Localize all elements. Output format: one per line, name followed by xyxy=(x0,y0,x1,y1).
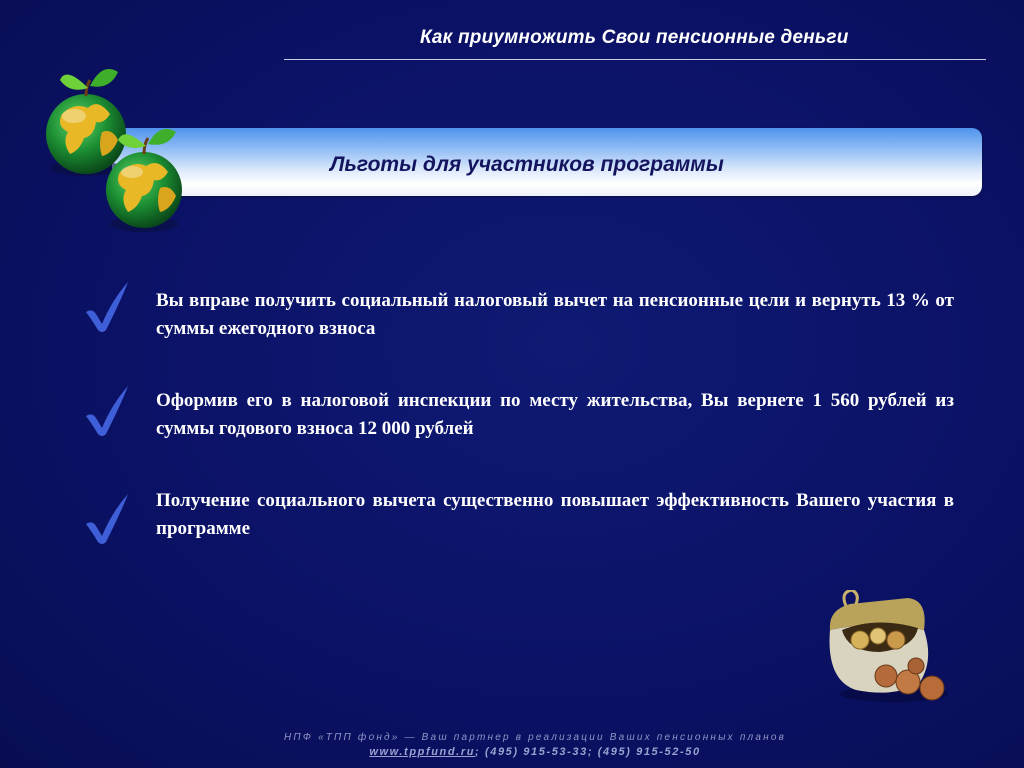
website-link[interactable]: www.tppfund.ru xyxy=(369,746,476,758)
footer-tagline: НПФ «ТПП фонд» — Ваш партнер в реализации Ваших пенсионных планов xyxy=(283,732,787,743)
check-icon xyxy=(84,278,132,334)
globe-apple-icon xyxy=(100,126,194,236)
footer-contacts xyxy=(0,746,1024,758)
footer-phones: ; (495) 915-53-33; (495) 915-52-50 xyxy=(475,746,701,758)
header-divider xyxy=(284,59,986,60)
check-icon xyxy=(84,490,132,546)
benefit-text-efficiency: Получение социального вычета существенно повышает эффективность Вашего участия в программе xyxy=(156,490,954,539)
check-icon xyxy=(84,382,132,438)
presentation-title: Как приумножить Свои пенсионные деньги xyxy=(420,27,849,48)
section-title: Льготы для участников программы xyxy=(330,153,724,176)
coin-purse-icon xyxy=(816,590,958,704)
benefit-text-tax-deduction: Вы вправе получить социальный налоговый вычет на пенсионные цели и вернуть 13 % от суммы ежегодного взноса xyxy=(156,290,954,339)
benefit-text-refund: Оформив его в налоговой инспекции по месту жительства, Вы вернете 1 560 рублей из суммы годового взноса 12 000 рублей xyxy=(156,390,954,439)
